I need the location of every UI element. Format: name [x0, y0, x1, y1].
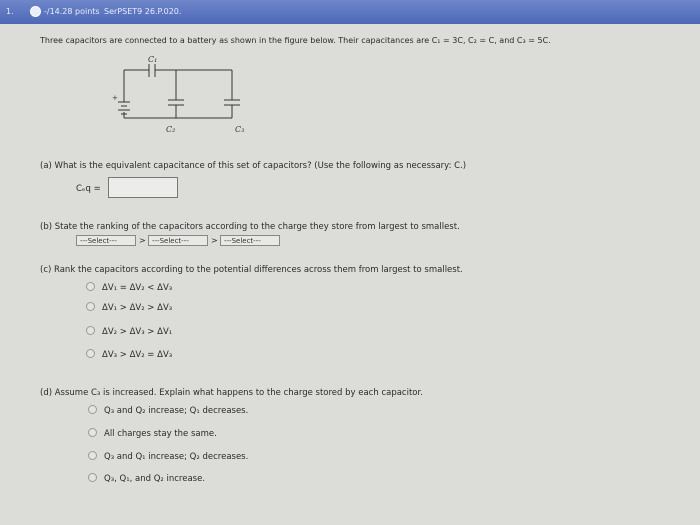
potential-option-4[interactable] — [86, 349, 172, 360]
potential-option-1[interactable] — [86, 282, 172, 293]
potential-option-2[interactable] — [86, 302, 172, 313]
rank-separator-1: > — [139, 236, 146, 245]
circuit-figure — [104, 56, 254, 140]
question-source-link[interactable]: SerPSET9 26.P.020. — [104, 7, 182, 16]
charge-option-4[interactable] — [88, 473, 205, 484]
option-label: ΔV₁ > ΔV₂ > ΔV₃ — [102, 303, 173, 313]
ceq-input[interactable] — [108, 177, 178, 198]
c3-label: C₃ — [235, 125, 245, 134]
points-label: -/14.28 points — [44, 7, 100, 16]
option-label: ΔV₂ > ΔV₃ > ΔV₁ — [102, 327, 173, 337]
part-d-prompt: (d) Assume C₃ is increased. Explain what happens to the charge stored by each capacitor. — [40, 388, 423, 398]
radio-icon[interactable] — [86, 326, 95, 335]
radio-icon[interactable] — [86, 282, 95, 291]
c2-label: C₂ — [166, 125, 176, 134]
radio-icon[interactable] — [88, 451, 97, 460]
option-label: ΔV₁ = ΔV₂ < ΔV₃ — [102, 283, 173, 293]
question-intro: Three capacitors are connected to a battery as shown in the figure below. Their capacitances are C₁ = 3C, C₂ = C, and C₃ = 5C. — [40, 36, 551, 45]
charge-option-2[interactable] — [88, 428, 217, 439]
question-header-bar — [0, 0, 700, 24]
c1-label: C₁ — [148, 56, 158, 64]
option-label: Q₃, Q₁, and Q₂ increase. — [104, 474, 206, 484]
option-label: Q₃ and Q₁ increase; Q₂ decreases. — [104, 452, 249, 462]
potential-option-3[interactable] — [86, 326, 172, 337]
part-b-prompt: (b) State the ranking of the capacitors according to the charge they store from largest to smallest. — [40, 222, 460, 232]
question-number: 1. — [6, 7, 14, 16]
charge-rank-select-3[interactable]: ---Select--- — [220, 235, 280, 246]
battery-plus-label: + — [112, 94, 118, 102]
radio-icon[interactable] — [88, 473, 97, 482]
radio-icon[interactable] — [88, 405, 97, 414]
part-c-prompt: (c) Rank the capacitors according to the potential differences across them from largest to smallest. — [40, 265, 463, 275]
option-label: Q₃ and Q₂ increase; Q₁ decreases. — [104, 406, 249, 416]
charge-option-1[interactable] — [88, 405, 248, 416]
radio-icon[interactable] — [86, 302, 95, 311]
ceq-label: Cₑq = — [76, 184, 101, 194]
status-circle-icon — [30, 6, 41, 17]
radio-icon[interactable] — [88, 428, 97, 437]
option-label: ΔV₃ > ΔV₂ = ΔV₃ — [102, 350, 173, 360]
option-label: All charges stay the same. — [104, 429, 217, 439]
radio-icon[interactable] — [86, 349, 95, 358]
part-a-prompt: (a) What is the equivalent capacitance of this set of capacitors? (Use the following as necessary: C.) — [40, 161, 467, 171]
rank-separator-2: > — [211, 236, 218, 245]
charge-rank-select-2[interactable]: ---Select--- — [148, 235, 208, 246]
charge-rank-select-1[interactable]: ---Select--- — [76, 235, 136, 246]
charge-option-3[interactable] — [88, 451, 248, 462]
